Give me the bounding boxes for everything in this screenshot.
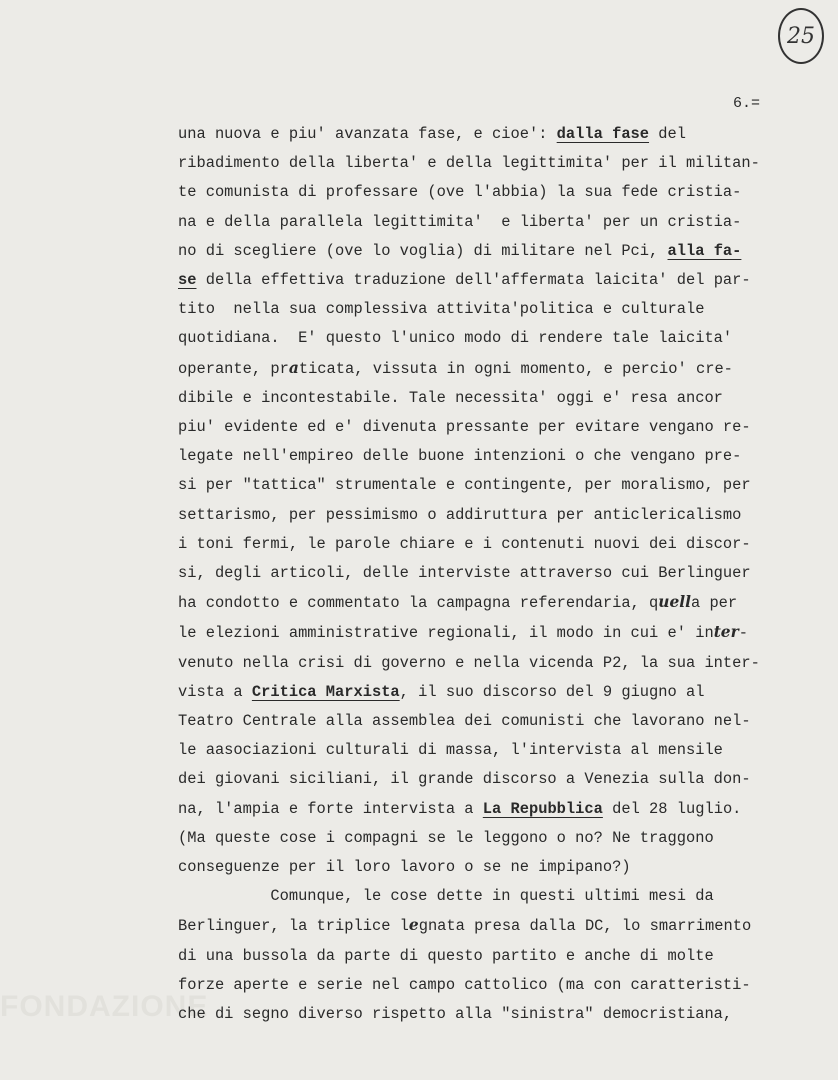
text-segment: na e della parallela legittimita' e liberta' per un cristia- — [178, 212, 742, 231]
text-line — [178, 618, 798, 648]
archive-page-number — [778, 8, 824, 64]
text-segment: una nuova e piu' avanzata fase, e cioe': — [178, 125, 557, 143]
text-segment: quotidiana. E' questo l'unico modo di rendere tale laicita' — [178, 329, 733, 348]
text-segment: si, degli articoli, delle interviste attraverso cui Berlinguer — [178, 564, 751, 583]
text-line — [178, 354, 798, 384]
text-line — [178, 120, 798, 149]
text-segment: venuto nella crisi di governo e nella vicenda P2, la sua inter- — [178, 653, 760, 672]
text-line — [178, 295, 798, 324]
text-line — [178, 765, 798, 794]
text-segment: Comunque, le cose dette in questi ultimi mesi da — [178, 887, 714, 906]
text-segment: settarismo, per pessimismo o addiruttura per anticlericalismo — [178, 505, 742, 524]
text-line — [178, 853, 798, 882]
archive-page-number-text: 25 — [787, 23, 815, 49]
handwritten-correction: ter — [713, 623, 739, 642]
text-segment: no di scegliere (ove lo voglia) di militare nel Pci, — [178, 241, 668, 260]
text-line — [178, 442, 798, 471]
text-line — [178, 911, 798, 941]
underlined-text: alla fa- — [667, 241, 742, 260]
text-segment: Berlinguer, la triplice l — [178, 917, 409, 936]
text-line — [178, 501, 798, 530]
text-segment: tito nella sua complessiva attivita'politica e culturale — [178, 300, 705, 319]
text-segment: na, l'ampia e forte intervista a — [178, 799, 483, 818]
underlined-text: se — [178, 271, 197, 290]
text-line — [178, 942, 798, 971]
underlined-text: La Repubblica — [482, 799, 603, 818]
text-line — [178, 530, 798, 559]
text-segment: piu' evidente ed e' divenuta pressante per evitare vengano re- — [178, 418, 751, 437]
text-line — [178, 678, 798, 707]
text-line — [178, 384, 798, 413]
typed-page-number: 6.= — [733, 95, 761, 112]
text-line — [178, 178, 798, 207]
text-line — [178, 736, 798, 765]
text-line — [178, 824, 798, 853]
text-line — [178, 324, 798, 353]
text-line — [178, 795, 798, 824]
text-segment: conseguenze per il loro lavoro o se ne impipano?) — [178, 858, 631, 877]
body-text — [178, 120, 798, 1029]
text-segment: ribadimento della liberta' e della legittimita' per il militan- — [178, 154, 760, 173]
text-segment: di una bussola da parte di questo partito e anche di molte — [178, 946, 714, 965]
archive-watermark: FONDAZIONE — [0, 990, 209, 1023]
handwritten-correction: e — [408, 916, 419, 935]
underlined-text: Critica Marxista — [251, 682, 400, 701]
text-segment: le elezioni amministrative regionali, il modo in cui e' in — [178, 624, 714, 643]
text-segment: (Ma queste cose i compagni se le leggono o no? Ne traggono — [178, 828, 714, 847]
text-line — [178, 149, 798, 178]
text-line — [178, 882, 798, 911]
text-segment: vista a — [178, 682, 252, 701]
text-segment: - — [738, 624, 748, 643]
text-line — [178, 971, 798, 1000]
text-segment: della effettiva traduzione dell'affermata laicita' del par- — [196, 271, 751, 290]
text-line — [178, 208, 798, 237]
text-line — [178, 413, 798, 442]
text-segment: ticata, vissuta in ogni momento, e percio' cre- — [298, 359, 733, 378]
text-line — [178, 266, 798, 295]
text-segment: Teatro Centrale alla assemblea dei comunisti che lavorano nel- — [178, 712, 751, 731]
text-line — [178, 237, 798, 266]
text-line — [178, 1000, 798, 1029]
text-segment: del 28 luglio. — [602, 799, 742, 818]
underlined-text: dalla fase — [556, 125, 650, 143]
handwritten-correction: a — [288, 358, 299, 377]
handwritten-correction: uell — [658, 593, 691, 612]
text-segment: dei giovani siciliani, il grande discorso a Venezia sulla don- — [178, 770, 751, 789]
text-line — [178, 707, 798, 736]
text-segment: a per — [690, 594, 738, 613]
text-line — [178, 649, 798, 678]
text-segment: del — [649, 125, 686, 143]
text-segment: operante, pr — [178, 359, 289, 378]
text-segment: le aasociazioni culturali di massa, l'intervista al mensile — [178, 741, 723, 760]
text-segment: ha condotto e commentato la campagna referendaria, q — [178, 594, 659, 613]
text-segment: si per "tattica" strumentale e contingente, per moralismo, per — [178, 476, 751, 495]
text-segment: i toni fermi, le parole chiare e i contenuti nuovi dei discor- — [178, 534, 751, 553]
text-line — [178, 471, 798, 500]
text-line — [178, 559, 798, 588]
text-segment: te comunista di professare (ove l'abbia) la sua fede cristia- — [178, 183, 742, 202]
text-segment: che di segno diverso rispetto alla "sinistra" democristiana, — [178, 1005, 733, 1024]
text-line — [178, 588, 798, 618]
text-segment: dibile e incontestabile. Tale necessita' oggi e' resa ancor — [178, 388, 723, 407]
text-segment: forze aperte e serie nel campo cattolico (ma con caratteristi- — [178, 975, 751, 994]
text-segment: legate nell'empireo delle buone intenzioni o che vengano pre- — [178, 447, 742, 466]
text-segment: gnata presa dalla DC, lo smarrimento — [418, 917, 752, 936]
text-segment: , il suo discorso del 9 giugno al — [399, 682, 705, 701]
